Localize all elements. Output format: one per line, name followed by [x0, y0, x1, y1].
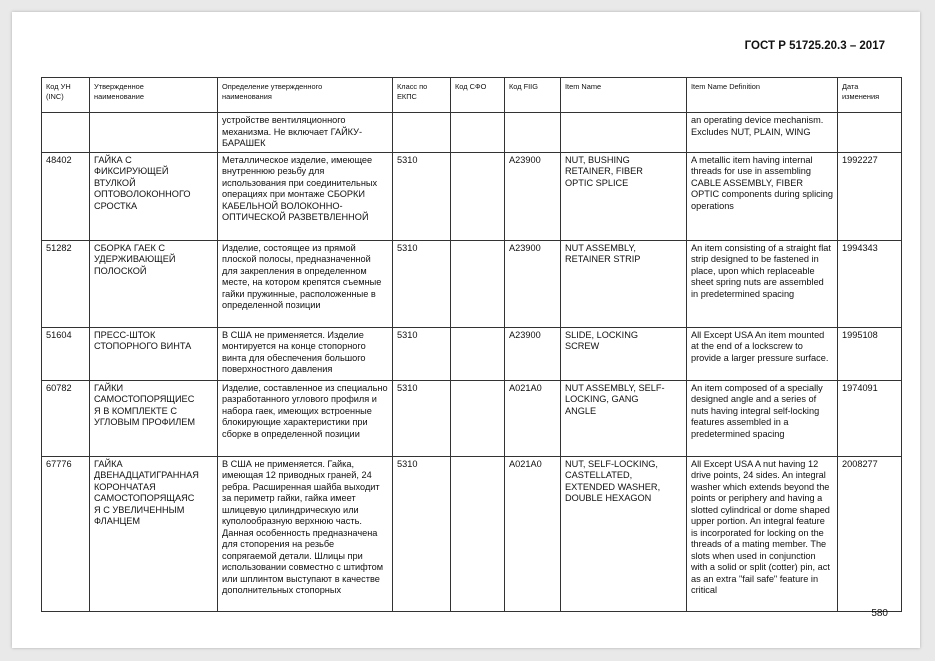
sfo-cell	[451, 240, 505, 327]
col-header-item-name: Item Name	[561, 78, 687, 113]
item-name-cell: SLIDE, LOCKING SCREW	[561, 327, 687, 380]
item-definition-cell: All Except USA An item mounted at the end of a lockscrew to provide a larger pressure surface.	[687, 327, 838, 380]
sfo-cell	[451, 380, 505, 456]
approved-name-cell	[90, 113, 218, 153]
class-cell: 5310	[393, 327, 451, 380]
table-row	[42, 152, 902, 240]
approved-name-cell: ГАЙКА ДВЕНАДЦАТИГРАННАЯ КОРОНЧАТАЯ САМОСТОПОРЯЩАЯС Я С УВЕЛИЧЕННЫМ ФЛАНЦЕМ	[90, 456, 218, 611]
item-name-cell	[561, 113, 687, 153]
date-cell: 1995108	[838, 327, 902, 380]
standard-header: ГОСТ Р 51725.20.3 – 2017	[744, 40, 885, 52]
class-cell	[393, 113, 451, 153]
inc-code-cell	[42, 113, 90, 153]
inc-code-cell: 51604	[42, 327, 90, 380]
definition-cell: Металлическое изделие, имеющее внутреннюю резьбу для использования при соединительных операциях при монтаже СБОРКИ КАБЕЛЬНОЙ ВОЛОКОННО-ОПТИЧЕСКОЙ РАЗВЕТВЛЕННОЙ	[218, 152, 393, 240]
item-name-cell: NUT ASSEMBLY, SELF- LOCKING, GANG ANGLE	[561, 380, 687, 456]
table-row	[42, 456, 902, 611]
item-name-cell: NUT ASSEMBLY, RETAINER STRIP	[561, 240, 687, 327]
class-cell: 5310	[393, 456, 451, 611]
date-cell	[838, 113, 902, 153]
item-definition-cell: A metallic item having internal threads for use in assembling CABLE ASSEMBLY, FIBER OPTIC components during splicing operations	[687, 152, 838, 240]
col-header-inc-code: Код УН (INC)	[42, 78, 90, 113]
definition-cell: Изделие, состоящее из прямой плоской полосы, предназначенной для закрепления в определенном месте, на котором крепятся съемные гайки пружинные, расположенные в определенной позиции	[218, 240, 393, 327]
table-header-row	[42, 78, 902, 113]
inc-code-cell: 51282	[42, 240, 90, 327]
col-header-item-definition: Item Name Definition	[687, 78, 838, 113]
approved-name-cell: ПРЕСС-ШТОК СТОПОРНОГО ВИНТА	[90, 327, 218, 380]
fiig-cell: A021A0	[505, 380, 561, 456]
class-cell: 5310	[393, 152, 451, 240]
approved-name-cell: ГАЙКА С ФИКСИРУЮЩЕЙ ВТУЛКОЙ ОПТОВОЛОКОННОГО СРОСТКА	[90, 152, 218, 240]
col-header-sfo: Код СФО	[451, 78, 505, 113]
col-header-definition: Определение утвержденного наименования	[218, 78, 393, 113]
approved-name-cell: СБОРКА ГАЕК С УДЕРЖИВАЮЩЕЙ ПОЛОСКОЙ	[90, 240, 218, 327]
item-definition-cell: An item consisting of a straight flat strip designed to be fastened in place, upon which replaceable sheet spring nuts are assembled in predetermined spacing	[687, 240, 838, 327]
sfo-cell	[451, 113, 505, 153]
inc-code-cell: 67776	[42, 456, 90, 611]
fiig-cell: A23900	[505, 152, 561, 240]
item-name-cell: NUT, SELF-LOCKING, CASTELLATED, EXTENDED WASHER, DOUBLE HEXAGON	[561, 456, 687, 611]
item-definition-cell: An item composed of a specially designed angle and a series of nuts having integral self-locking features assembled in a predetermined spacing	[687, 380, 838, 456]
definition-cell: устройстве вентиляционного механизма. Не включает ГАЙКУ-БАРАШЕК	[218, 113, 393, 153]
fiig-cell: A021A0	[505, 456, 561, 611]
date-cell: 1974091	[838, 380, 902, 456]
table-row	[42, 113, 902, 153]
col-header-fiig: Код FIIG	[505, 78, 561, 113]
class-cell: 5310	[393, 380, 451, 456]
fiig-cell: A23900	[505, 240, 561, 327]
item-name-cell: NUT, BUSHING RETAINER, FIBER OPTIC SPLICE	[561, 152, 687, 240]
definition-cell: В США не применяется. Гайка, имеющая 12 приводных граней, 24 ребра. Расширенная шайба выходит за периметр гайки, гайка имеет шлицевую цилиндрическую или куполообразную верхнюю часть. Данная особенность предназначена для стопорения на резьбе сопрягаемой детали. Шлицы при использовании совместно с штифтом или шплинтом выступают в качестве дополнительных стопорных	[218, 456, 393, 611]
col-header-class: Класс по ЕКПС	[393, 78, 451, 113]
fiig-cell	[505, 113, 561, 153]
col-header-approved-name: Утвержденное наименование	[90, 78, 218, 113]
date-cell: 1994343	[838, 240, 902, 327]
table-row	[42, 380, 902, 456]
date-cell: 1992227	[838, 152, 902, 240]
document-page	[12, 12, 920, 648]
item-name-table	[41, 77, 902, 612]
item-definition-cell: an operating device mechanism. Excludes NUT, PLAIN, WING	[687, 113, 838, 153]
table-row	[42, 240, 902, 327]
sfo-cell	[451, 327, 505, 380]
fiig-cell: A23900	[505, 327, 561, 380]
definition-cell: Изделие, составленное из специально разработанного углового профиля и набора гаек, имеющих встроенные блокирующие характеристики при сборке в определенной позиции	[218, 380, 393, 456]
definition-cell: В США не применяется. Изделие монтируется на конце стопорного винта для обеспечения большого поверхностного давления	[218, 327, 393, 380]
inc-code-cell: 48402	[42, 152, 90, 240]
page-number: 580	[871, 608, 888, 619]
approved-name-cell: ГАЙКИ САМОСТОПОРЯЩИЕС Я В КОМПЛЕКТЕ С УГЛОВЫМ ПРОФИЛЕМ	[90, 380, 218, 456]
col-header-date: Дата изменения	[838, 78, 902, 113]
date-cell: 2008277	[838, 456, 902, 611]
sfo-cell	[451, 456, 505, 611]
class-cell: 5310	[393, 240, 451, 327]
inc-code-cell: 60782	[42, 380, 90, 456]
sfo-cell	[451, 152, 505, 240]
table-row	[42, 327, 902, 380]
item-definition-cell: All Except USA A nut having 12 drive points, 24 sides. An integral washer which extends beyond the points or periphery and having a slotted cylindrical or dome shaped upper portion. An integral feature is incorporated for locking on the threads of a mating member. The slots when used in conjunction with a solid or split (cotter) pin, act as an extra "fail safe" feature in critical	[687, 456, 838, 611]
